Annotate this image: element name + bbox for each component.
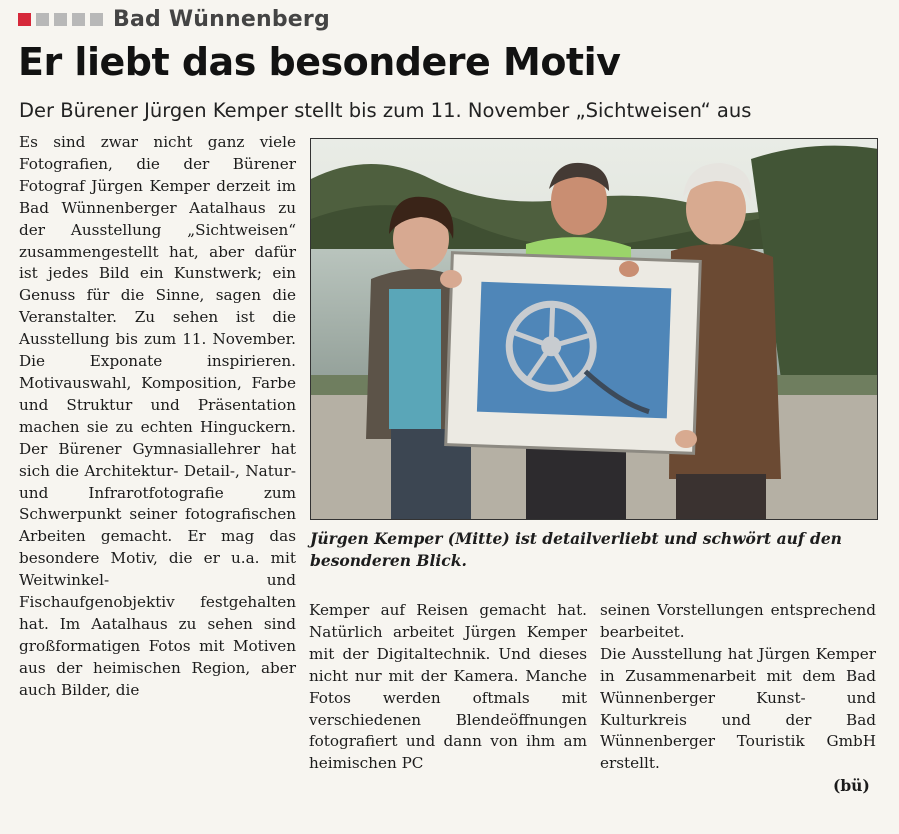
kicker-square bbox=[54, 13, 67, 26]
article-photo bbox=[310, 138, 878, 520]
subheadline: Der Bürener Jürgen Kemper stellt bis zum 11. November „Sichtweisen“ aus bbox=[19, 99, 752, 122]
paragraph: seinen Vorstellungen entsprechend bearbeitet. bbox=[600, 601, 876, 641]
photo-caption: Jürgen Kemper (Mitte) ist detailverliebt und schwört auf den besonderen Blick. bbox=[310, 529, 842, 570]
article-column-2 bbox=[309, 600, 587, 775]
paragraph: Die Ausstellung hat Jürgen Kemper in Zusammenarbeit mit dem Bad Wünnenberger Kunst- und Kulturkreis und der Bad Wünnenberger Touristik GmbH erstellt. bbox=[600, 644, 876, 773]
author-signature: (bü) bbox=[833, 776, 870, 795]
photo-three-people-icon bbox=[311, 139, 878, 520]
article-column-1 bbox=[19, 132, 296, 702]
kicker-square bbox=[72, 13, 85, 26]
kicker-square bbox=[36, 13, 49, 26]
kicker-square bbox=[90, 13, 103, 26]
kicker-square-red bbox=[18, 13, 31, 26]
paragraph: Es sind zwar nicht ganz viele Fotografien, die der Bürener Fotograf Jürgen Kemper derzeit im Bad Wünnenberger Aatalhaus zu der Ausstellung „Sichtweisen“ zusammengestellt hat, aber dafür ist jedes Bild ein Kunstwerk; ein Genuss für die Sinne, sagen die Veranstalter. Zu sehen ist die Ausstellung bis zum 11. November. Die Exponate inspirieren. Motivauswahl, Komposition, Farbe und Struktur und Präsentation machen sie zu echten Hinguckern. Der Bürener Gymnasiallehrer hat sich die Architektur- Detail-, Natur- und Infrarotfotografie zum Schwerpunkt seiner fotografischen Arbeiten gemacht. Er mag das besondere Motiv, die er u.a. mit Weitwinkel- und Fischaufgenobjektiv festgehalten hat. Im Aatalhaus zu sehen sind großformatigen Fotos mit Motiven aus der heimischen Region, aber auch Bilder, die bbox=[19, 133, 296, 699]
section-label: Bad Wünnenberg bbox=[113, 6, 330, 32]
section-kicker bbox=[18, 6, 330, 32]
article-column-3 bbox=[600, 600, 876, 775]
headline: Er liebt das besondere Motiv bbox=[18, 40, 621, 84]
paragraph: Kemper auf Reisen gemacht hat. Natürlich arbeitet Jürgen Kemper mit der Digitaltechnik. Und dieses nicht nur mit der Kamera. Manche Fotos werden oftmals mit verschiedenen Blendeöffnungen fotografiert und dann von ihm am heimischen PC bbox=[309, 601, 587, 773]
